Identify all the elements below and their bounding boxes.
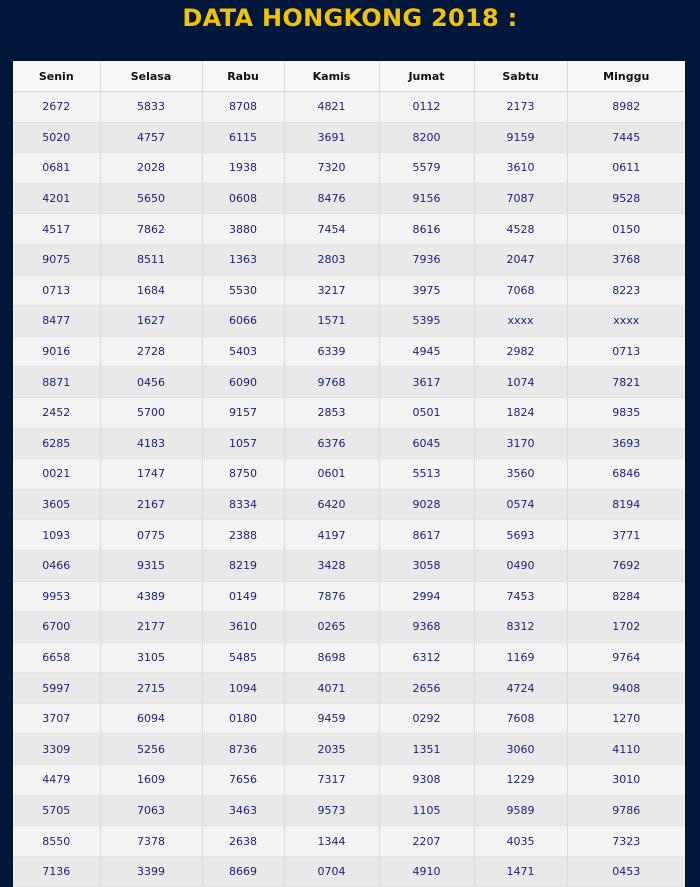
result-cell-selasa: 2177 [100,612,202,643]
result-cell-jumat: 2207 [379,826,474,857]
table-row [13,826,685,857]
result-cell-kamis: 7317 [284,765,379,796]
result-cell-sabtu: 7087 [474,183,567,214]
result-cell-senin: 6658 [13,642,100,673]
result-cell-minggu: 9786 [567,795,685,826]
result-cell-selasa: 2028 [100,153,202,184]
table-row [13,581,685,612]
results-table [13,61,685,887]
result-cell-jumat: 5579 [379,153,474,184]
result-cell-kamis: 3217 [284,275,379,306]
result-cell-kamis: 7454 [284,214,379,245]
result-cell-jumat: 9028 [379,489,474,520]
result-cell-jumat: 2656 [379,673,474,704]
result-cell-minggu: 9764 [567,642,685,673]
result-cell-minggu: 8284 [567,581,685,612]
result-cell-sabtu: 7608 [474,703,567,734]
result-cell-selasa: 9315 [100,550,202,581]
result-cell-rabu: 0149 [202,581,284,612]
result-cell-rabu: 3463 [202,795,284,826]
result-cell-rabu: 1057 [202,428,284,459]
result-cell-sabtu: 2982 [474,336,567,367]
table-row [13,92,685,123]
result-cell-sabtu: 7068 [474,275,567,306]
result-cell-jumat: 3058 [379,550,474,581]
result-cell-sabtu: 1471 [474,856,567,887]
result-cell-jumat: 0112 [379,92,474,123]
result-cell-rabu: 0180 [202,703,284,734]
result-cell-jumat: 8616 [379,214,474,245]
table-row [13,520,685,551]
result-cell-selasa: 7378 [100,826,202,857]
result-cell-kamis: 3428 [284,550,379,581]
result-cell-senin: 4517 [13,214,100,245]
result-cell-selasa: 4183 [100,428,202,459]
result-cell-rabu: 5485 [202,642,284,673]
result-cell-sabtu: 4035 [474,826,567,857]
result-cell-rabu: 8750 [202,459,284,490]
result-cell-selasa: 5700 [100,397,202,428]
result-cell-kamis: 3691 [284,122,379,153]
result-cell-selasa: 3399 [100,856,202,887]
result-cell-sabtu: 1824 [474,397,567,428]
result-cell-minggu: 0150 [567,214,685,245]
table-row [13,428,685,459]
table-row [13,214,685,245]
result-cell-minggu: 1270 [567,703,685,734]
result-cell-sabtu: 9159 [474,122,567,153]
result-cell-minggu: 6846 [567,459,685,490]
result-cell-senin: 8871 [13,367,100,398]
result-cell-sabtu: 3560 [474,459,567,490]
column-header-sabtu: Sabtu [474,61,567,92]
result-cell-rabu: 5530 [202,275,284,306]
result-cell-rabu: 7656 [202,765,284,796]
result-cell-kamis: 8476 [284,183,379,214]
result-cell-senin: 6285 [13,428,100,459]
result-cell-senin: 0466 [13,550,100,581]
result-cell-selasa: 4389 [100,581,202,612]
table-row [13,795,685,826]
result-cell-sabtu: 3060 [474,734,567,765]
table-header [13,61,685,92]
table-row [13,765,685,796]
page-title: DATA HONGKONG 2018 : [182,4,518,32]
column-header-rabu: Rabu [202,61,284,92]
result-cell-senin: 5705 [13,795,100,826]
result-cell-minggu: 0713 [567,336,685,367]
result-cell-selasa: 2715 [100,673,202,704]
result-cell-kamis: 6420 [284,489,379,520]
result-cell-rabu: 6115 [202,122,284,153]
result-cell-sabtu: 3610 [474,153,567,184]
result-cell-sabtu: 1074 [474,367,567,398]
result-cell-rabu: 0608 [202,183,284,214]
table-row [13,336,685,367]
result-cell-senin: 7136 [13,856,100,887]
result-cell-senin: 0021 [13,459,100,490]
result-cell-senin: 5020 [13,122,100,153]
column-header-selasa: Selasa [100,61,202,92]
result-cell-senin: 3605 [13,489,100,520]
result-cell-jumat: 3617 [379,367,474,398]
result-cell-rabu: 3880 [202,214,284,245]
table-row [13,489,685,520]
table-row [13,244,685,275]
result-cell-minggu: 9408 [567,673,685,704]
result-cell-kamis: 4071 [284,673,379,704]
result-cell-jumat: 9368 [379,612,474,643]
result-cell-minggu: 9835 [567,397,685,428]
result-cell-minggu: 0611 [567,153,685,184]
result-cell-sabtu: 0490 [474,550,567,581]
result-cell-selasa: 5650 [100,183,202,214]
result-cell-kamis: 4821 [284,92,379,123]
result-cell-jumat: 0292 [379,703,474,734]
result-cell-rabu: 8669 [202,856,284,887]
table-row [13,642,685,673]
result-cell-jumat: 1105 [379,795,474,826]
result-cell-jumat: 3975 [379,275,474,306]
result-cell-senin: 5997 [13,673,100,704]
table-row [13,367,685,398]
result-cell-jumat: 9308 [379,765,474,796]
result-cell-rabu: 3610 [202,612,284,643]
result-cell-minggu: 3010 [567,765,685,796]
result-cell-selasa: 5833 [100,92,202,123]
result-cell-senin: 9953 [13,581,100,612]
result-cell-senin: 3309 [13,734,100,765]
result-cell-rabu: 8708 [202,92,284,123]
result-cell-jumat: 0501 [379,397,474,428]
result-cell-minggu: 7692 [567,550,685,581]
result-cell-jumat: 6045 [379,428,474,459]
result-cell-sabtu: 5693 [474,520,567,551]
table-body [13,92,685,887]
result-cell-kamis: 0704 [284,856,379,887]
header-row [13,61,685,92]
result-cell-minggu: 3771 [567,520,685,551]
result-cell-jumat: 7936 [379,244,474,275]
result-cell-sabtu: 2047 [474,244,567,275]
result-cell-senin: 9075 [13,244,100,275]
result-cell-sabtu: 8312 [474,612,567,643]
result-cell-rabu: 6090 [202,367,284,398]
result-cell-sabtu: xxxx [474,306,567,337]
result-cell-selasa: 8511 [100,244,202,275]
result-cell-rabu: 8219 [202,550,284,581]
column-header-kamis: Kamis [284,61,379,92]
column-header-minggu: Minggu [567,61,685,92]
result-cell-kamis: 9573 [284,795,379,826]
table-row [13,856,685,887]
result-cell-kamis: 0601 [284,459,379,490]
result-cell-rabu: 1363 [202,244,284,275]
result-cell-senin: 0681 [13,153,100,184]
result-cell-kamis: 9768 [284,367,379,398]
result-cell-kamis: 1571 [284,306,379,337]
result-cell-senin: 8477 [13,306,100,337]
result-cell-rabu: 6066 [202,306,284,337]
result-cell-senin: 4201 [13,183,100,214]
result-cell-selasa: 1684 [100,275,202,306]
result-cell-kamis: 9459 [284,703,379,734]
result-cell-kamis: 0265 [284,612,379,643]
result-cell-kamis: 8698 [284,642,379,673]
result-cell-selasa: 5256 [100,734,202,765]
result-cell-minggu: 8194 [567,489,685,520]
result-cell-kamis: 4197 [284,520,379,551]
result-cell-minggu: 7323 [567,826,685,857]
result-cell-jumat: 8617 [379,520,474,551]
result-cell-rabu: 8736 [202,734,284,765]
result-cell-minggu: 1702 [567,612,685,643]
result-cell-sabtu: 4724 [474,673,567,704]
result-cell-jumat: 6312 [379,642,474,673]
result-cell-sabtu: 2173 [474,92,567,123]
result-cell-rabu: 1938 [202,153,284,184]
result-cell-jumat: 2994 [379,581,474,612]
result-cell-sabtu: 9589 [474,795,567,826]
result-cell-jumat: 4945 [379,336,474,367]
result-cell-senin: 1093 [13,520,100,551]
result-cell-minggu: 4110 [567,734,685,765]
result-cell-senin: 6700 [13,612,100,643]
result-cell-selasa: 3105 [100,642,202,673]
table-row [13,612,685,643]
result-cell-sabtu: 7453 [474,581,567,612]
result-cell-kamis: 7320 [284,153,379,184]
table-row [13,275,685,306]
result-cell-selasa: 4757 [100,122,202,153]
result-cell-rabu: 9157 [202,397,284,428]
result-cell-rabu: 8334 [202,489,284,520]
result-cell-minggu: 3693 [567,428,685,459]
result-cell-senin: 9016 [13,336,100,367]
result-cell-rabu: 1094 [202,673,284,704]
result-cell-kamis: 2853 [284,397,379,428]
result-cell-senin: 2452 [13,397,100,428]
result-cell-minggu: 9528 [567,183,685,214]
result-cell-senin: 0713 [13,275,100,306]
result-cell-selasa: 2728 [100,336,202,367]
table-row [13,703,685,734]
result-cell-jumat: 1351 [379,734,474,765]
result-cell-sabtu: 1169 [474,642,567,673]
result-cell-selasa: 7063 [100,795,202,826]
result-cell-minggu: 8223 [567,275,685,306]
result-cell-minggu: 8982 [567,92,685,123]
results-table-container[interactable] [13,61,685,887]
result-cell-selasa: 7862 [100,214,202,245]
result-cell-kamis: 2035 [284,734,379,765]
result-cell-rabu: 5403 [202,336,284,367]
result-cell-jumat: 5395 [379,306,474,337]
table-row [13,183,685,214]
result-cell-selasa: 6094 [100,703,202,734]
result-cell-sabtu: 0574 [474,489,567,520]
result-cell-jumat: 9156 [379,183,474,214]
result-cell-kamis: 2803 [284,244,379,275]
table-row [13,122,685,153]
result-cell-kamis: 6339 [284,336,379,367]
result-cell-selasa: 2167 [100,489,202,520]
table-row [13,673,685,704]
result-cell-selasa: 1627 [100,306,202,337]
result-cell-rabu: 2638 [202,826,284,857]
result-cell-minggu: 0453 [567,856,685,887]
result-cell-senin: 4479 [13,765,100,796]
result-cell-sabtu: 3170 [474,428,567,459]
table-row [13,459,685,490]
result-cell-jumat: 4910 [379,856,474,887]
result-cell-selasa: 0775 [100,520,202,551]
table-row [13,153,685,184]
table-row [13,397,685,428]
table-row [13,734,685,765]
column-header-jumat: Jumat [379,61,474,92]
result-cell-jumat: 5513 [379,459,474,490]
result-cell-sabtu: 1229 [474,765,567,796]
result-cell-selasa: 0456 [100,367,202,398]
result-cell-kamis: 6376 [284,428,379,459]
table-row [13,306,685,337]
result-cell-minggu: xxxx [567,306,685,337]
result-cell-kamis: 7876 [284,581,379,612]
result-cell-minggu: 3768 [567,244,685,275]
result-cell-sabtu: 4528 [474,214,567,245]
result-cell-senin: 8550 [13,826,100,857]
result-cell-selasa: 1609 [100,765,202,796]
result-cell-senin: 2672 [13,92,100,123]
result-cell-selasa: 1747 [100,459,202,490]
table-row [13,550,685,581]
result-cell-rabu: 2388 [202,520,284,551]
result-cell-senin: 3707 [13,703,100,734]
result-cell-kamis: 1344 [284,826,379,857]
result-cell-minggu: 7445 [567,122,685,153]
result-cell-jumat: 8200 [379,122,474,153]
result-cell-minggu: 7821 [567,367,685,398]
column-header-senin: Senin [13,61,100,92]
